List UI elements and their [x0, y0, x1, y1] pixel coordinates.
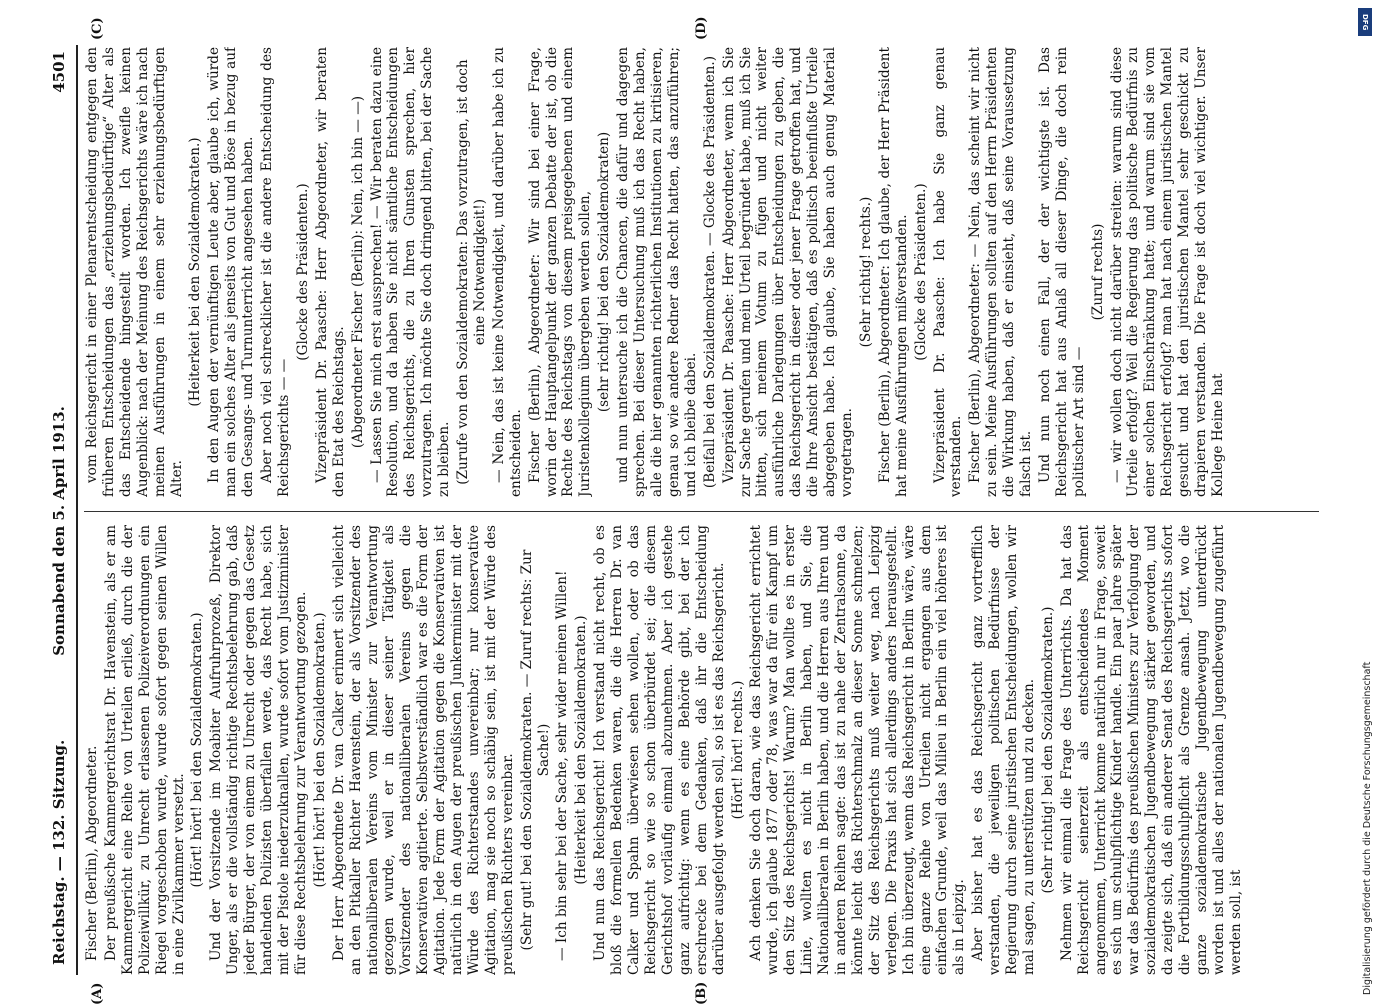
paragraph: (Hört! hört! bei den Sozialdemokraten.) — [311, 612, 328, 888]
paragraph: Ach denken Sie doch daran, wie das Reichsgericht errichtet wurde, ich glaube 1877 oder 78, was war da für ein Kampf um den Sitz des Reichsgerichts! Warum? Man wollte es in erster Linie, wollten es nicht in Berlin haben, und Sie, die Nationalliberalen in Berlin haben, und die Herren aus Ihren und in anderen Reihen sagte: das ist zu nahe der Zentralsonne, da könnte leicht das Richterschmalz an dieser Sonne schmelzen; der Sitz des Reichsgerichts muß weiter weg, nach Leipzig verlegen. Die Praxis hat sich allerdings anders herausgestellt. Ich bin überzeugt, wenn das Reichsgericht in Berlin wäre, wäre eine ganze Reihe von Urteilen nicht ergangen aus dem einfachen Grunde, weil das Milieu in Berlin ein viel höheres ist als in Leipzig. — [748, 525, 968, 975]
paragraph: — Lassen Sie mich erst aussprechen! — Wir beraten dazu eine Resolution, und da haben Sie nicht sämtliche Entscheidungen des Reichsgerichts, die zu Ihren Gunsten sprechen, hier vorzutragen. Ich möchte Sie doch dringend bitten, bei der Sache zu bleiben. — [368, 47, 453, 497]
paragraph: (Hört! hört! bei den Sozialdemokraten.) — [189, 612, 206, 888]
paragraph: (Abgeordneter Fischer (Berlin): Nein, ich bin — —) — [349, 95, 366, 449]
paragraph: Und nun das Reichsgericht! Ich verstand nicht recht, ob es bloß die formellen Bedenken waren, die die Herren Dr. van Calker und Spahn überwiesen sehen wollen, oder ob das Reichsgericht so wie so schon überbürdet sei; die diesem Gerichtshof vorläufig einmal abzunehmen. Aber ich gestehe ganz aufrichtig: wenn es eine Behörde gibt, bei der ich erschrecke bei dem Gedanken, daß ihr die Entscheidung darüber ausgefolgt werden soll, so ist es das Reichsgericht. — [592, 525, 727, 975]
paragraph: Der preußische Kammergerichtsrat Dr. Havenstein, als er am Kammergericht eine Reihe von Urteilen erließ, durch die der Polizeiwillkür, zu Unrecht erlassenen Polizeiverordnungen ein Riegel vorgeschoben wurde, wurde sofort gegen seinen Willen in eine Zivilkammer versetzt. — [102, 525, 187, 975]
paragraph: Und nun noch einen Fall, der der wichtigste ist. Das Reichsgericht hat aus Anlaß all dieser Dinge, die doch rein politischer Art sind — — [1036, 47, 1087, 497]
paragraph: Aber bisher hat es das Reichsgericht ganz vortrefflich verstanden, die jeweiligen politischen Bedürfnisse der Regierung durch seine juristischen Entscheidungen, wollen wir mal sagen, zu unterstützen und zu decken. — [970, 525, 1037, 975]
paragraph: In den Augen der vernünftigen Leute aber, glaube ich, würde man ein solches Alter als jenseits von Gut und Böse in bezug auf den Gesangs- und Turnunterricht angesehen haben. — [206, 47, 257, 497]
header-right — [50, 51, 68, 656]
margin-mark-b: (B) — [694, 981, 709, 1005]
paragraph: (Glocke des Präsidenten.) — [912, 183, 929, 361]
column-left — [84, 525, 1319, 975]
paragraph: Fischer (Berlin), Abgeordneter: Ich glaube, der Herr Präsident hat meine Ausführungen mißverstanden. — [876, 47, 910, 497]
paragraph: (Sehr richtig! rechts.) — [857, 196, 874, 348]
paragraph: (Sehr richtig! bei den Sozialdemokraten.) — [1039, 606, 1056, 894]
paragraph: (Heiterkeit bei den Sozialdemokraten.) — [187, 137, 204, 407]
paragraph: Aber noch viel schrecklicher ist die andere Entscheidung des Reichsgerichts — — — [259, 47, 292, 497]
paragraph: (Beifall bei den Sozialdemokraten. — Glocke des Präsidenten.) — [701, 55, 718, 489]
column-right — [84, 47, 1319, 497]
paragraph: (Sehr gut! bei den Sozialdemokraten. — Zuruf rechts: Zur Sache!) — [518, 549, 552, 951]
paragraph: Vizepräsident Dr. Paasche: Herr Abgeordneter, wenn ich Sie zur Sache gerufen und mein Urteil begründet habe, muß ich Sie bitten, sich meinem Votum zu fügen und nicht weiter ausführliche Darlegungen über Entscheidungen zu geben, die das Reichsgericht in dieser oder jener Frage getroffen hat, und die Ihre Ansicht bestätigen, daß es politisch beeinflußte Urteile abgegeben habe. Ich glaube, Sie haben auch genug Material vorgetragen. — [720, 47, 855, 497]
paragraph: (Heiterkeit bei den Sozialdemokraten.) — [573, 615, 590, 885]
paragraph: Fischer (Berlin), Abgeordneter: Wir sind bei einer Frage, worin der Hauptangelpunkt der ganzen Debatte der ist, ob die Rechte des Reichstags von diesem preisgegebenen und einem Juristenkollegium übergeben werden sollen, — [526, 47, 594, 497]
margin-mark-d: (D) — [694, 16, 709, 40]
text-columns — [84, 16, 1324, 1005]
header-left: Reichstag. — 132. Sitzung. — [50, 739, 68, 965]
rotated-page-content — [40, 16, 1330, 1005]
paragraph: Und der Vorsitzende im Moabiter Aufruhrprozeß, Direktor Unger, als er die vollständig richtige Rechtsbelehrung gab, daß jeder Bürger, der von einem zu Unrecht oder gegen das Gesetz handelnden Polizisten überfallen werde, das Recht habe, sich mit der Pistole niederzuknallen, wurde sofort vom Justizminister für diese Rechtsbelehrung zur Verantwortung gezogen. — [208, 525, 309, 975]
paragraph: Fischer (Berlin), Abgeordneter. — [84, 745, 100, 961]
page-header — [40, 45, 78, 975]
paragraph: Vizepräsident Dr. Paasche: Herr Abgeordneter, wir beraten den Etat des Reichstags. — [313, 47, 347, 497]
paragraph: Vizepräsident Dr. Paasche: Ich habe Sie ganz genau verstanden. — [931, 47, 965, 497]
page-number: 4501 — [50, 51, 68, 93]
paragraph: (Hört! hört! rechts.) — [729, 680, 746, 820]
paragraph: (Zuruf rechts) — [1089, 223, 1106, 321]
paragraph: (Zurufe von den Sozialdemokraten: Das vorzutragen, ist doch eine Notwendigkeit!) — [455, 59, 488, 485]
paragraph: — wir wollen doch nicht darüber streiten: warum sind diese Urteile erfolgt? Weil die Regierung das politische Bedürfnis zu einer solchen Einschränkung hatte; und warum sind sie vom Reichsgericht erfolgt? man hat nach einem juristischen Mantel gesucht und hat den juristischen Mantel sehr geschickt zu drapieren verstanden. Die Frage ist doch viel wichtiger. Unser Kollege Heine hat — [1108, 47, 1226, 497]
paragraph: Der Herr Abgeordnete Dr. van Calker erinnert sich vielleicht an den Pitkaller Richter Havenstein, der als Vorsitzender des nationalliberalen Vereins vom Minister zur Verantwortung gezogen wurde, weil er in dieser seiner Tätigkeit als Vorsitzender des nationalliberalen Vereins gegen die Konservativen agitierte. Selbstverständlich war es die Form der Agitation. Jede Form der Agitation gegen die Konservativen ist natürlich in den Augen der preußischen Junkerminister mit der Würde des Richterstandes unvereinbar; nur konservative Agitation, mag sie noch so schäbig sein, ist mit der Würde des preußischen Richters vereinbar. — [330, 525, 516, 975]
digitization-credit: Digitalisierung gefördert durch die Deutsche Forschungsgemeinschaft — [1362, 661, 1373, 995]
paragraph: vom Reichsgericht in einer Plenarentscheidung entgegen den früheren Entscheidungen das „erziehungsbedürftige“ Alter als das Entscheidende hingestellt worden. Ich zweifle keinen Augenblick: nach der Meinung des Reichsgerichts wäre ich nach meinen Ausführungen in einem sehr erziehungsbedürftigen Alter. — [84, 47, 185, 497]
margin-mark-a: (A) — [90, 982, 105, 1005]
paragraph: Nehmen wir einmal die Frage des Unterrichts. Da hat das Reichsgericht seinerzeit als entscheidendes Moment angenommen, Unterricht komme natürlich nur in Frage, soweit es sich um schulpflichtige Kinder handle. Ein paar Jahre später war das Bedürfnis des preußischen Ministers zur Verfolgung der sozialdemokratischen Jugendbewegung stärker geworden, und da zeigte sich, daß ein anderer Senat des Reichsgerichts sofort die Fortbildungsschulpflicht als Grenze ansah. Jetzt, wo die ganze sozialdemokratische Jugendbewegung unterdrückt worden ist und alles der nationalen Jugendbewegung zugeführt werden soll, ist — [1058, 525, 1244, 975]
margin-mark-c: (C) — [90, 17, 105, 40]
paragraph: Fischer (Berlin), Abgeordneter: — Nein, das scheint wir nicht zu sein. Meine Ausführungen sollten auf den Herrn Präsidenten die Wirkung haben, daß er einsieht, daß seine Voraussetzung falsch ist. — [967, 47, 1035, 497]
dfg-logo: DFG — [1358, 8, 1372, 36]
paragraph: (Glocke des Präsidenten.) — [294, 183, 311, 361]
header-date: Sonnabend den 5. April 1913. — [50, 406, 68, 656]
paragraph: — Nein, das ist keine Notwendigkeit, und darüber habe ich zu entscheiden. — [490, 47, 524, 497]
paragraph: (sehr richtig! bei den Sozialdemokraten) — [596, 131, 613, 413]
column-divider — [84, 511, 1319, 512]
paragraph: und nun untersuche ich die Chancen, die dafür und dagegen sprechen. Bei dieser Untersuchung muß ich das Recht haben, alle die hier genannten richterlichen Institutionen zu kritisieren, genau so wie andere Redner das Recht hatten, das anzuführen; und ich bleibe dabei. — [615, 47, 699, 497]
paragraph: — Ich bin sehr bei der Sache, sehr wider meinen Willen! — [554, 570, 571, 961]
